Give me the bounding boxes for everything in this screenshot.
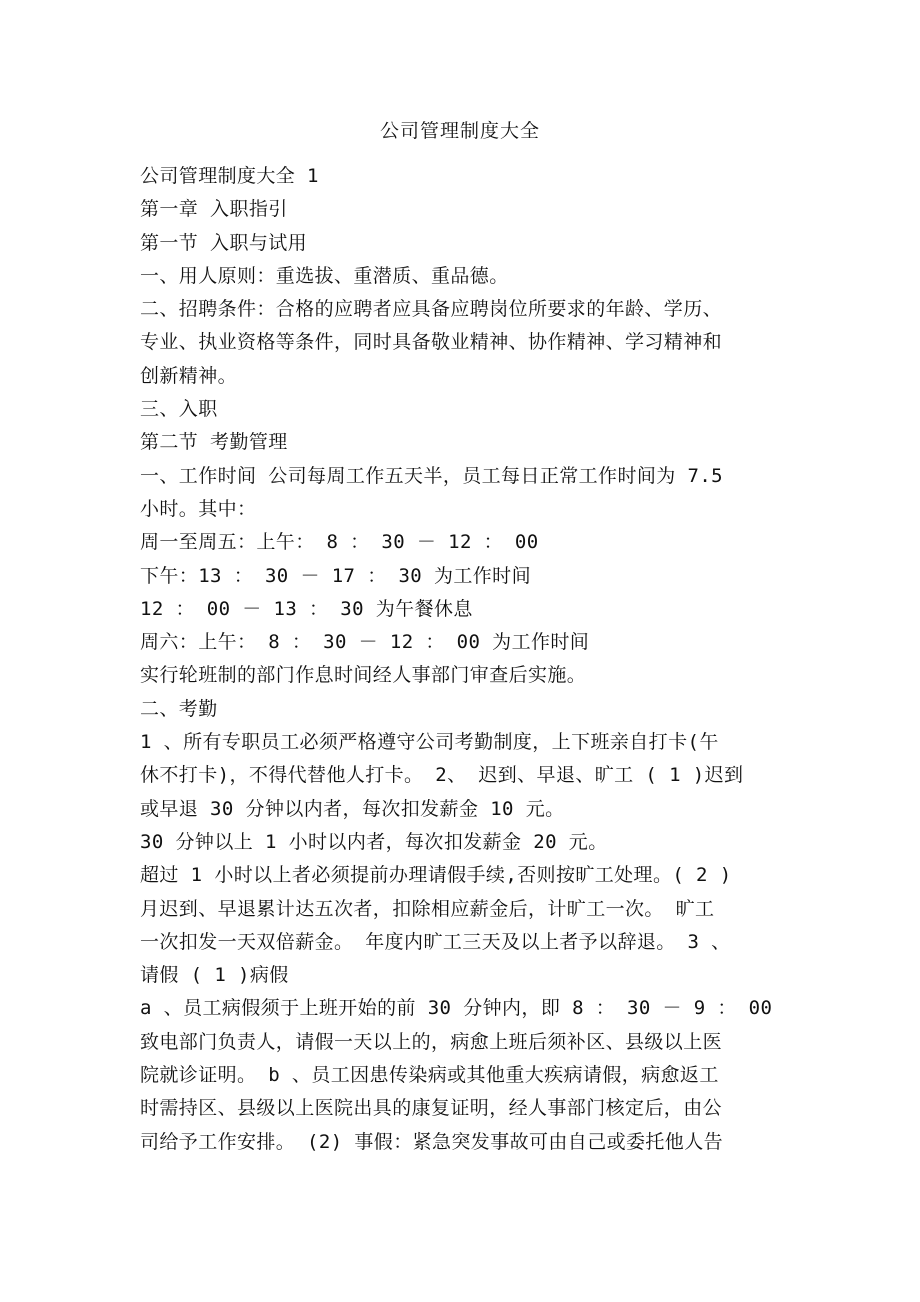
text-line: 周一至周五：上午： 8 ： 30 － 12 ： 00 [140,531,539,554]
text-line: 第一节 入职与试用 [140,231,308,254]
text-line: 下午：13 ： 30 － 17 ： 30 为工作时间 [140,564,531,587]
text-line: a 、员工病假须于上班开始的前 30 分钟内，即 8 ： 30 － 9 ： 00 [140,997,773,1020]
text-line: 第一章 入职指引 [140,198,288,221]
document-title: 公司管理制度大全 [379,120,540,142]
text-line: 致电部门负责人，请假一天以上的，病愈上班后须补区、县级以上医 [140,1030,723,1053]
text-line: 二、考勤 [140,697,218,720]
text-line: 休不打卡)，不得代替他人打卡。 2、 迟到、早退、旷工 ( 1 )迟到 [140,764,744,787]
text-line: 30 分钟以上 1 小时以内者，每次扣发薪金 20 元。 [140,830,608,853]
text-line: 周六：上午： 8 ： 30 － 12 ： 00 为工作时间 [140,631,590,654]
text-line: 超过 1 小时以上者必须提前办理请假手续,否则按旷工处理。( 2 ) [140,864,732,887]
text-line: 院就诊证明。 b 、员工因患传染病或其他重大疾病请假，病愈返工 [140,1064,719,1087]
text-line: 创新精神。 [140,364,238,387]
text-line: 实行轮班制的部门作息时间经人事部门审查后实施。 [140,664,587,687]
text-line: 1 、所有专职员工必须严格遵守公司考勤制度，上下班亲自打卡(午 [140,731,719,754]
document-body [140,160,790,1159]
text-line: 或早退 30 分钟以内者，每次扣发薪金 10 元。 [140,797,565,820]
text-line: 一、工作时间 公司每周工作五天半，员工每日正常工作时间为 7.5 [140,464,723,487]
text-line: 一次扣发一天双倍薪金。 年度内旷工三天及以上者予以辞退。 3 、 [140,930,731,953]
text-line: 月迟到、早退累计达五次者，扣除相应薪金后，计旷工一次。 旷工 [140,897,715,920]
text-line: 小时。其中： [140,497,257,520]
text-line: 公司管理制度大全 1 [140,165,319,187]
text-line: 12 ： 00 － 13 ： 30 为午餐休息 [140,597,473,620]
text-line: 一、用人原则：重选拔、重潜质、重品德。 [140,264,509,287]
text-line: 三、入职 [140,398,218,421]
text-line: 时需持区、县级以上医院出具的康复证明，经人事部门核定后，由公 [140,1097,723,1120]
text-line: 第二节 考勤管理 [140,431,288,454]
text-line: 请假 ( 1 )病假 [140,964,289,987]
text-line: 司给予工作安排。 (2) 事假：紧急突发事故可由自己或委托他人告 [140,1130,723,1153]
text-line: 二、招聘条件：合格的应聘者应具备应聘岗位所要求的年龄、学历、 [140,298,723,321]
text-line: 专业、执业资格等条件，同时具备敬业精神、协作精神、学习精神和 [140,331,723,354]
